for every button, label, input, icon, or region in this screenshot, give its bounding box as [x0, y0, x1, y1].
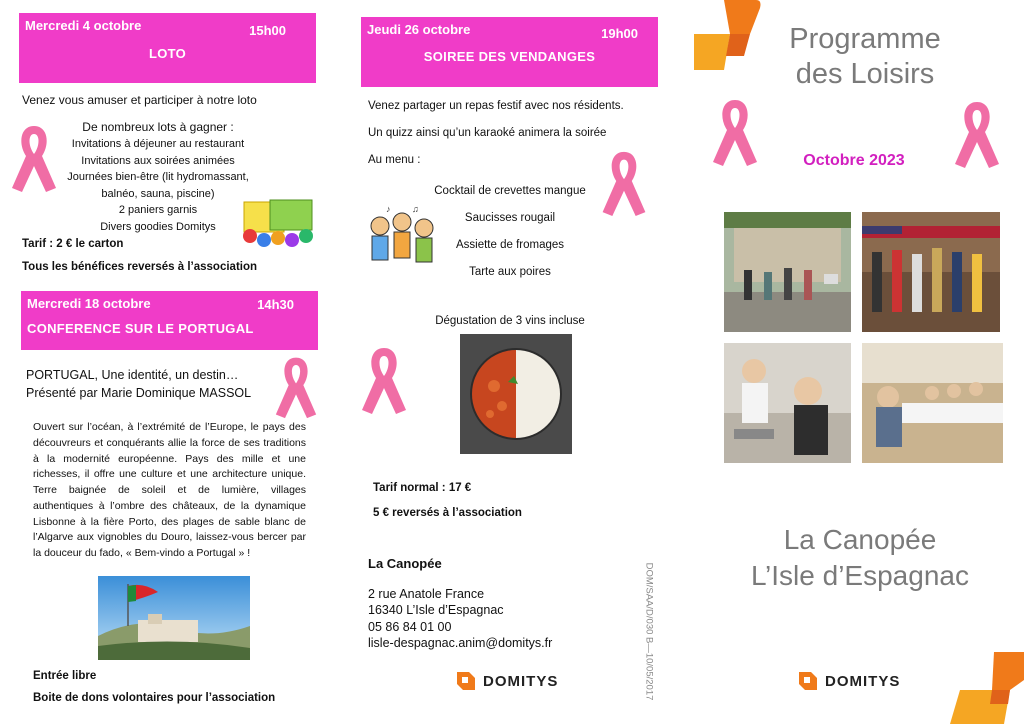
- svg-text:♫: ♫: [412, 204, 419, 214]
- menu-item: Assiette de fromages: [455, 239, 565, 251]
- photo-group-outdoor: [724, 212, 851, 332]
- menu-item: Tarte aux poires: [469, 266, 551, 278]
- event1-header: [19, 13, 316, 83]
- event3-tarif: Tarif normal : 17 €: [373, 482, 472, 494]
- event2-subtitle-line1: PORTUGAL, Une identité, un destin…: [26, 368, 239, 382]
- domitys-wordmark: DOMITYS: [483, 672, 559, 690]
- event2-header: [21, 291, 318, 350]
- lot-item: 2 paniers garnis: [118, 204, 198, 216]
- cover-title-line2: des Loisirs: [795, 57, 935, 90]
- lots-heading: De nombreux lots à gagner :: [82, 120, 234, 134]
- cover-place: [740, 522, 980, 595]
- event1-intro: Venez vous amuser et participer à notre loto: [22, 93, 257, 107]
- lot-item: Invitations à déjeuner au restaurant: [71, 138, 245, 150]
- event3-time: 19h00: [601, 26, 638, 41]
- photo-group-party: [862, 212, 1000, 332]
- pink-ribbon-icon: [950, 98, 1004, 170]
- event1-title: LOTO: [148, 46, 187, 61]
- corner-decoration-bottom: [950, 652, 1024, 724]
- contact-name: La Canopée: [368, 556, 442, 571]
- event3-header: [361, 17, 658, 87]
- dish-image: [460, 334, 572, 454]
- pink-ribbon-icon: [598, 148, 650, 218]
- pink-ribbon-icon: [708, 96, 762, 168]
- event3-line2: Un quizz ainsi qu’un karaoké animera la soirée: [368, 127, 607, 139]
- pink-ribbon-icon: [272, 354, 320, 420]
- cover-title-line1: Programme: [789, 23, 941, 55]
- lot-item: balnéo, sauna, piscine): [101, 187, 215, 200]
- event1-time: 15h00: [249, 23, 286, 38]
- corner-decoration-top: [694, 0, 764, 70]
- contact-address2: 16340 L’Isle d’Espagnac: [368, 603, 504, 618]
- event3-menu-label: Au menu :: [368, 154, 421, 166]
- bingo-cards-image: [240, 198, 318, 250]
- pink-ribbon-icon: [8, 122, 60, 194]
- contact-address1: 2 rue Anatole France: [368, 587, 485, 601]
- lot-item: Journées bien-être (lit hydromassant,: [67, 171, 249, 183]
- photo-dinner: [862, 343, 1003, 463]
- menu-item: Cocktail de crevettes mangue: [434, 185, 586, 197]
- domitys-mark-icon: [455, 670, 477, 692]
- cover-place-line1: La Canopée: [783, 524, 937, 555]
- event3-date: Jeudi 26 octobre: [367, 22, 471, 37]
- domitys-wordmark: DOMITYS: [825, 672, 901, 690]
- event2-time: 14h30: [257, 297, 294, 312]
- event1-benefices: Tous les bénéfices reversés à l’association: [22, 261, 258, 273]
- event3-reverses: 5 € reversés à l’association: [373, 507, 522, 519]
- pink-ribbon-icon: [358, 344, 410, 416]
- contact-block: [368, 586, 552, 651]
- event1-lots: [60, 118, 256, 235]
- event1-tarif: Tarif : 2 € le carton: [22, 238, 124, 250]
- event2-dons: Boite de dons volontaires pour l’association: [33, 692, 276, 704]
- contact-email[interactable]: lisle-despagnac.anim@domitys.fr: [368, 635, 553, 650]
- event2-body: Ouvert sur l’océan, à l’extrémité de l’Europe, le pays des découvreurs et conquérants allie la force de ses traditions à la modernité européenne. Pays des mille et une richesses, il offre une culture et une architecture unique. Terre baignée de soleil et de lumière, villages authentiques à l’ombre des châteaux, de la dynamique Lisbonne à la fière Porto, des plages de sable blanc de l’Algarve aux vignobles du Douro, laissez-vous bercer par la douceur du fado, « Bem-vindo a Portugal » !: [33, 421, 306, 559]
- lot-item: Divers goodies Domitys: [100, 220, 216, 233]
- event3-menu: [420, 178, 600, 286]
- lot-item: Invitations aux soirées animées: [81, 154, 235, 167]
- cover-title: [760, 22, 970, 92]
- event3-line1: Venez partager un repas festif avec nos résidents.: [368, 100, 624, 112]
- event3-degustation: Dégustation de 3 vins incluse: [435, 315, 585, 327]
- portugal-city-image: [98, 576, 250, 660]
- domitys-mark-icon: [797, 670, 819, 692]
- event2-subtitle-line2: Présenté par Marie Dominique MASSOL: [26, 386, 252, 401]
- event2-entree: Entrée libre: [33, 670, 97, 682]
- domitys-logo-cover: [797, 670, 900, 692]
- svg-text:♪: ♪: [386, 204, 391, 214]
- event2-subtitle: [26, 366, 251, 402]
- contact-ref: DOM/SAA/D/030 B—10/05/2017: [643, 562, 655, 701]
- cover-place-line2: L’Isle d’Espagnac: [751, 560, 969, 592]
- event2-date: Mercredi 18 octobre: [27, 296, 151, 311]
- cover-month: Octobre 2023: [803, 152, 905, 169]
- karaoke-singers-image: [366, 204, 438, 274]
- menu-item: Saucisses rougail: [464, 212, 556, 224]
- event2-title: CONFERENCE SUR LE PORTUGAL: [27, 321, 254, 336]
- event1-date: Mercredi 4 octobre: [25, 18, 142, 33]
- domitys-logo-contact: [455, 670, 558, 692]
- event3-title: SOIREE DES VENDANGES: [423, 49, 596, 64]
- photo-cooking: [724, 343, 851, 463]
- contact-phone: 05 86 84 01 00: [368, 619, 452, 634]
